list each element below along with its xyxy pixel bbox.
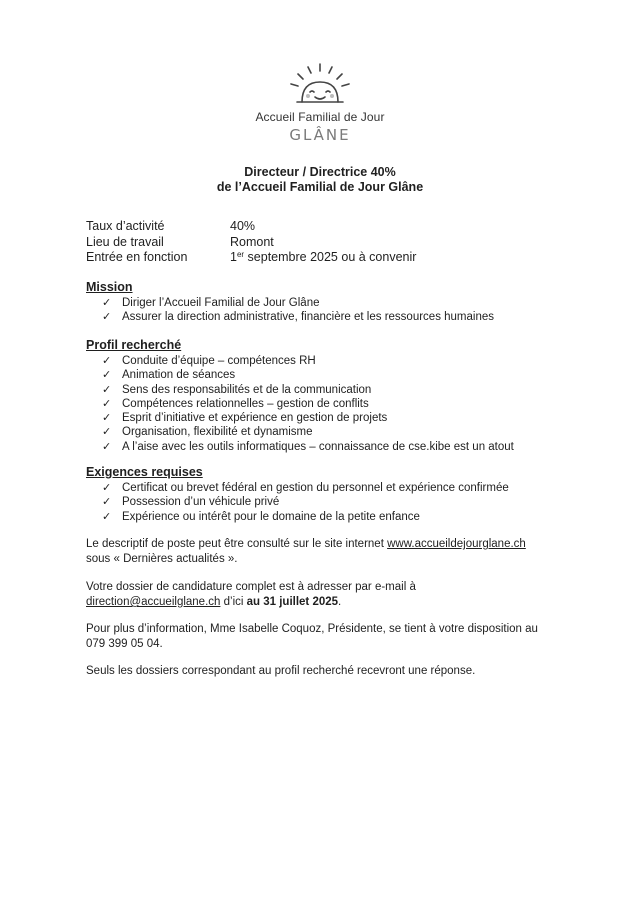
list-item-text: Esprit d’initiative et expérience en gestion de projets [122,412,388,425]
list-item [102,383,514,397]
job-title-line1: Directeur / Directrice 40% [244,165,396,179]
info-label: Taux d’activité [86,219,165,233]
info-row [86,235,416,251]
sun-icon [285,62,355,108]
list-item [102,368,514,382]
application-paragraph [86,580,551,610]
check-icon: ✓ [102,412,112,425]
exigences-heading: Exigences requises [86,465,203,479]
list-item-text: Animation de séances [122,369,236,382]
list-item-text: Sens des responsabilités et de la communication [122,383,372,396]
logo [0,62,640,144]
deadline: au 31 juillet 2025 [246,596,339,608]
list-item [102,440,514,454]
list-item-text: Organisation, flexibilité et dynamisme [122,426,313,439]
paragraph-text: . [338,596,342,608]
profil-section [86,338,514,454]
check-icon: ✓ [102,297,112,309]
info-row [86,219,416,235]
paragraph-text: Le descriptif de poste peut être consulté sur le site internet [86,538,388,550]
list-item [102,481,509,495]
info-label: Lieu de travail [86,234,164,249]
info-value: 40% [230,219,256,233]
check-icon: ✓ [102,397,112,410]
closing-paragraph: Seuls les dossiers correspondant au profil recherché recevront une réponse. [86,665,476,677]
check-icon: ✓ [102,426,112,439]
org-name: Accueil Familial de Jour [255,110,385,124]
check-icon: ✓ [102,355,112,367]
info-row [86,250,416,266]
list-item [102,510,509,524]
check-icon: ✓ [102,369,112,382]
date-ordinal: er [236,250,245,259]
list-item [102,296,494,310]
paragraph-text: d’ici [220,596,247,608]
check-icon: ✓ [102,383,112,396]
exigences-list [86,481,509,524]
list-item [102,425,514,439]
check-icon: ✓ [102,510,112,523]
paragraph-text: Votre dossier de candidature complet est à adresser par e-mail à [86,581,416,593]
date-day: 1 [230,250,237,264]
list-item-text: Assurer la direction administrative, financière et les ressources humaines [122,311,494,324]
org-region: GLÂNE [289,126,351,144]
job-title [0,165,640,195]
profil-heading: Profil recherché [86,338,182,352]
list-item-text: Compétences relationnelles – gestion de conflits [122,397,369,410]
check-icon: ✓ [102,496,112,509]
check-icon: ✓ [102,482,112,494]
profil-list [86,354,514,454]
check-icon: ✓ [102,440,112,453]
list-item-text: Diriger l’Accueil Familial de Jour Glâne [122,297,320,309]
job-title-line2: de l’Accueil Familial de Jour Glâne [216,180,424,194]
website-link[interactable]: www.accueildejourglane.ch [387,538,526,550]
check-icon: ✓ [102,311,112,324]
list-item [102,397,514,411]
email-link[interactable]: direction@accueilglane.ch [86,596,221,608]
info-value [230,250,416,266]
list-item [102,411,514,425]
list-item-text: Expérience ou intérêt pour le domaine de la petite enfance [122,510,420,523]
list-item [102,495,509,509]
job-info [86,219,416,266]
list-item-text: A l’aise avec les outils informatiques – connaissance de cse.kibe est un atout [122,440,514,453]
mission-heading: Mission [86,280,133,294]
mission-list [86,296,494,325]
website-paragraph [86,537,551,567]
mission-section [86,280,494,325]
info-label: Entrée en fonction [86,250,188,264]
info-value: Romont [230,234,274,249]
list-item-text: Conduite d’équipe – compétences RH [122,355,316,367]
date-rest: septembre 2025 ou à convenir [244,250,417,264]
list-item [102,354,514,368]
list-item-text: Possession d’un véhicule privé [122,496,280,509]
list-item-text: Certificat ou brevet fédéral en gestion du personnel et expérience confirmée [122,482,509,494]
paragraph-text: sous « Dernières actualités ». [86,553,238,565]
list-item [102,310,494,324]
exigences-section [86,465,509,524]
contact-paragraph: Pour plus d’information, Mme Isabelle Coquoz, Présidente, se tient à votre disposition au 079 399 05 04. [86,623,538,650]
